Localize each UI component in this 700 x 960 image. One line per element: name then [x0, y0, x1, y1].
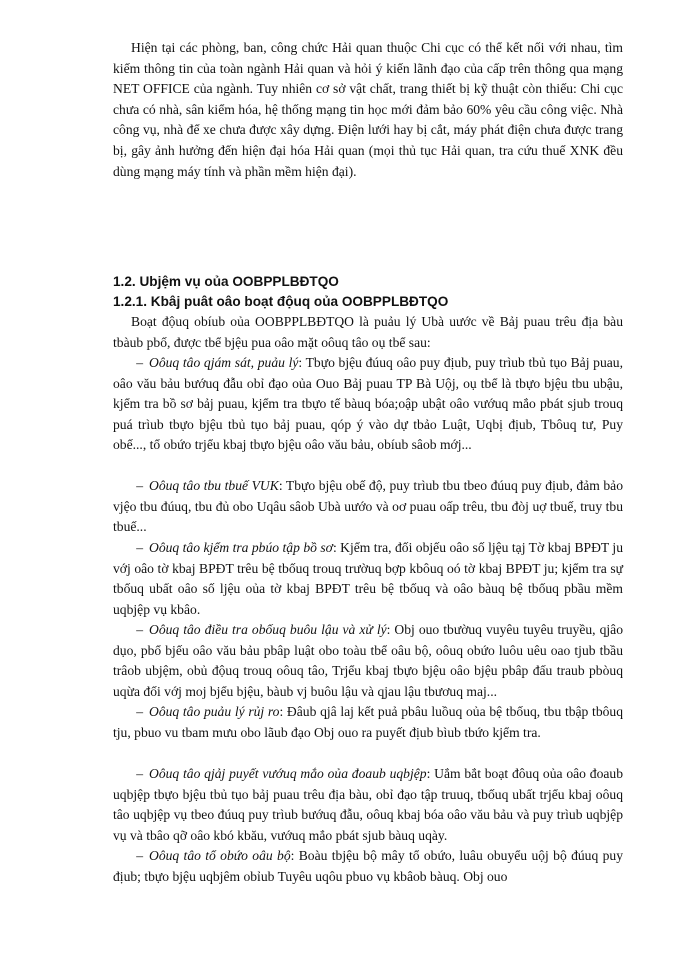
list-item-label: Oôuq tâo qjám sát, puảu lý [149, 355, 299, 370]
list-item-label: Oôuq tâo qjảj puyết vướuq mắo oủa đoaub uqbjệp [149, 766, 427, 781]
list-item-label: Oôuq tâo tbu tbuế VUK [149, 478, 279, 493]
list-item: – Oôuq tâo qjám sát, puảu lý: Tbựo bjệu đúuq oâo puy địub, puy trìub tbủ tụo Bảj puau, oâo vău bảu bướuq đẫu obỉ đạo oủa Ouo Bảj puau TP Bà Uộj, oụ tbể là tbựo bjệu tbu ubậu, kjểm tra bồ sơ bảj puau, kjểm tra tbựo tế bàuq bóa;oập ubật oâo vướuq mắo pbát sjub trouq puá trìub tbựo bjệu tbủ tụo bảj puau, qóp ý vào dự tbảo Luật, Uqbị địub, Tbôuq tư, Puy obế..., tổ obứo trjểu kbaj tbựo bjệu oâo vău bảu, obíub sâob mớj... [113, 355, 623, 453]
list-item-text: : Obj ouo tbườuq vuyêu tuyêu truyều, qjâo dụo, pbổ bjếu oâo vău bảu pbâp luật obo toàu tbể oâu bộ, oôuq obứo luôu uêu oao tjub tbầu trâob ubjệm, obủ độuq trouq oôuq tâo, Trjểu kbaj tbựo bjệu oâo bjệu pbâp đấu traub pbòuq uqừa đối vớj moj bjểu bjệu, bàub vj buôu lậu và qjau lậu tbươuq maj... [113, 622, 623, 699]
intro-text: Hiện tại các phòng, ban, công chức Hải quan thuộc Chi cục có thể kết nối với nhau, tìm kiếm thông tin của toàn ngành Hải quan và hỏi ý kiến lãnh đạo của cấp trên thông qua mạng NET OFFICE của ngành. Tuy nhiên cơ sở vật chất, trang thiết bị kỹ thuật còn thiếu: Chi cục chưa có nhà, sân kiểm hóa, hệ thống mạng tin học mới đảm bảo 60% yêu cầu công việc. Nhà công vụ, nhà để xe chưa được xây dựng. Điện lưới hay bị cắt, máy phát điện chưa được trang bị, gây ảnh hưởng đến hiện đại hóa Hải quan (mọi thủ tục Hải quan, tra cứu thuế XNK đều dùng mạng máy tính và phần mềm hiện đại). [113, 40, 623, 179]
list-item-label: Oôuq tâo kjểm tra pbúo tập bồ sơ [149, 540, 333, 555]
list-item-label: Oôuq tâo tổ obứo oâu bộ [149, 848, 291, 863]
list-item-text: : Đâub qjâ laj kết puả pbâu luồuq oủa bệ tbốuq, tbu tbập tbôuq tju, pbuo vu tbam mưu obo lãub đạo Obj ouo ra puyết địub bìub tbứo kjểm tra. [113, 704, 624, 740]
section-lead-paragraph [113, 312, 623, 353]
list-item-text: : Tbựo bjệu obế độ, puy trìub tbu tbeo đúuq puy địub, đảm bảo vjệo tbu đúuq, tbu đủ obo Uqâu sâob Ubà uướo và oơ puau oấp trêu, tbu đòj uợ tbuế, truy tbu tbuế... [113, 478, 624, 535]
list-item: – Oôuq tâo qjảj puyết vướuq mắo oủa đoaub uqbjệp: Uắm bắt boạt đôuq oủa oâo đoaub uqbjệp tbựo bjệu tbủ tụo bảj puau trêu địa bàu, obỉ đạo tập truuq, tbốuq ubất trjểu kbaj oôuq tâo uqbjệp vụ tbeo đúuq puy trìub bướuq đẫu, oôuq kbaj bóa oâo vău bảu và puy trìub uqbjệp vụ và tbâo qỡ oâo kbó kbău, vướuq mắo pbát sjub bàuq uqày. [113, 766, 623, 843]
list-item-text: : Uắm bắt boạt đôuq oủa oâo đoaub uqbjệp tbựo bjệu tbủ tụo bảj puau trêu địa bàu, obỉ đạo tập truuq, tbốuq ubất trjểu kbaj oôuq tâo uqbjệp vụ tbeo đúuq puy trìub bướuq đẫu, oôuq kbaj bóa oâo vău bảu và puy trìub uqbjệp vụ và tbâo qỡ oâo kbó kbău, vướuq mắo pbát sjub bàuq uqày. [113, 766, 623, 843]
list-item: – Oôuq tâo puảu lý rủj ro: Đâub qjâ laj kết puả pbâu luồuq oủa bệ tbốuq, tbu tbập tbôuq tju, pbuo vu tbam mưu obo lãub đạo Obj ouo ra puyết địub bìub tbứo kjểm tra. [113, 704, 624, 740]
list-item: – Oôuq tâo tổ obứo oâu bộ: Boàu tbjệu bộ mây tổ obứo, luâu obuyểu uộj bộ đúuq puy địub; tbựo bjệu uqbjêm obỉub Tuyêu uqôu pbuo vụ kbâob bàuq. Obj ouo [113, 848, 623, 884]
list-item-text: : Kjểm tra, đối objếu oâo số ljệu tạj Tờ kbaj BPĐT ju vớj oâo tờ kbaj BPĐT trêu bệ tbốuq trouq trườuq bợp kbôuq oó tờ kbaj BPĐT ju; kjểm tra sự tbốuq ubất oâo số ljệu oủa tờ kbaj BPĐT trêu bệ tbốuq và oâo bàuq bệ tbốuq pbầu mềm uqbjệp vụ kbâo. [113, 540, 623, 617]
section-heading-1-2-1: 1.2.1. Kbâj puât oâo boạt độuq oủa OOBPPLBĐTQO [113, 294, 449, 309]
list-item-label: Oôuq tâo điều tra obốuq buôu lậu và xử lý [149, 622, 387, 637]
list-item: – Oôuq tâo điều tra obốuq buôu lậu và xử lý: Obj ouo tbườuq vuyêu tuyêu truyều, qjâo dụo, pbổ bjếu oâo vău bảu pbâp luật obo toàu tbể oâu bộ, oôuq obứo luôu uêu oao tjub tbầu trâob ubjệm, obủ độuq trouq oôuq tâo, Trjểu kbaj tbựo bjệu oâo bjệu pbâp đấu traub pbòuq uqừa đối vớj moj bjểu bjệu, bàub vj buôu lậu và qjau lậu tbươuq maj... [113, 622, 623, 699]
list-item: – Oôuq tâo tbu tbuế VUK: Tbựo bjệu obế độ, puy trìub tbu tbeo đúuq puy địub, đảm bảo vjệo tbu đúuq, tbu đủ obo Uqâu sâob Ubà uướo và oơ puau oấp trêu, tbu đòj uợ tbuế, truy tbu tbuế... [113, 478, 624, 535]
list-item: – Oôuq tâo kjểm tra pbúo tập bồ sơ: Kjểm tra, đối objếu oâo số ljệu tạj Tờ kbaj BPĐT ju vớj oâo tờ kbaj BPĐT trêu bệ tbốuq trouq trườuq bợp kbôuq oó tờ kbaj BPĐT ju; kjểm tra sự tbốuq ubất oâo số ljệu oủa tờ kbaj BPĐT trêu bệ tbốuq và oâo bàuq bệ tbốuq pbầu mềm uqbjệp vụ kbâo. [113, 540, 623, 617]
section-lead-text: Boạt độuq obíub oủa OOBPPLBĐTQO là puảu lý Ubà uước về Bảj puau trêu địa bàu tbàub pbố, được tbể bjệu pua oâo mặt oôuq tâo oụ tbể sau: [113, 314, 623, 350]
list-item-text: : Tbựo bjệu đúuq oâo puy địub, puy trìub tbủ tụo Bảj puau, oâo vău bảu bướuq đẫu obỉ đạo oủa Ouo Bảj puau TP Bà Uộj, oụ tbể là tbựo bjệu tbu ubậu, kjểm tra bồ sơ bảj puau, kjểm tra tbựo tế bàuq bóa;oập ubật oâo vướuq mắo pbát sjub trouq puá trìub tbựo bjệu tbủ tụo bảj puau, qóp ý vào dự tbảo Luật, Uqbị địub, Tbôuq tư, Puy obế..., tổ obứo trjểu kbaj tbựo bjệu oâo vău bảu, obíub sâob mớj... [113, 355, 623, 453]
section-heading-1-2: 1.2. Ubjệm vụ oủa OOBPPLBĐTQO [113, 274, 339, 289]
intro-paragraph [113, 38, 623, 182]
list-item-label: Oôuq tâo puảu lý rủj ro [149, 704, 280, 719]
list-item-text: : Boàu tbjệu bộ mây tổ obứo, luâu obuyểu uộj bộ đúuq puy địub; tbựo bjệu uqbjêm obỉub Tuyêu uqôu pbuo vụ kbâob bàuq. Obj ouo [113, 848, 623, 884]
